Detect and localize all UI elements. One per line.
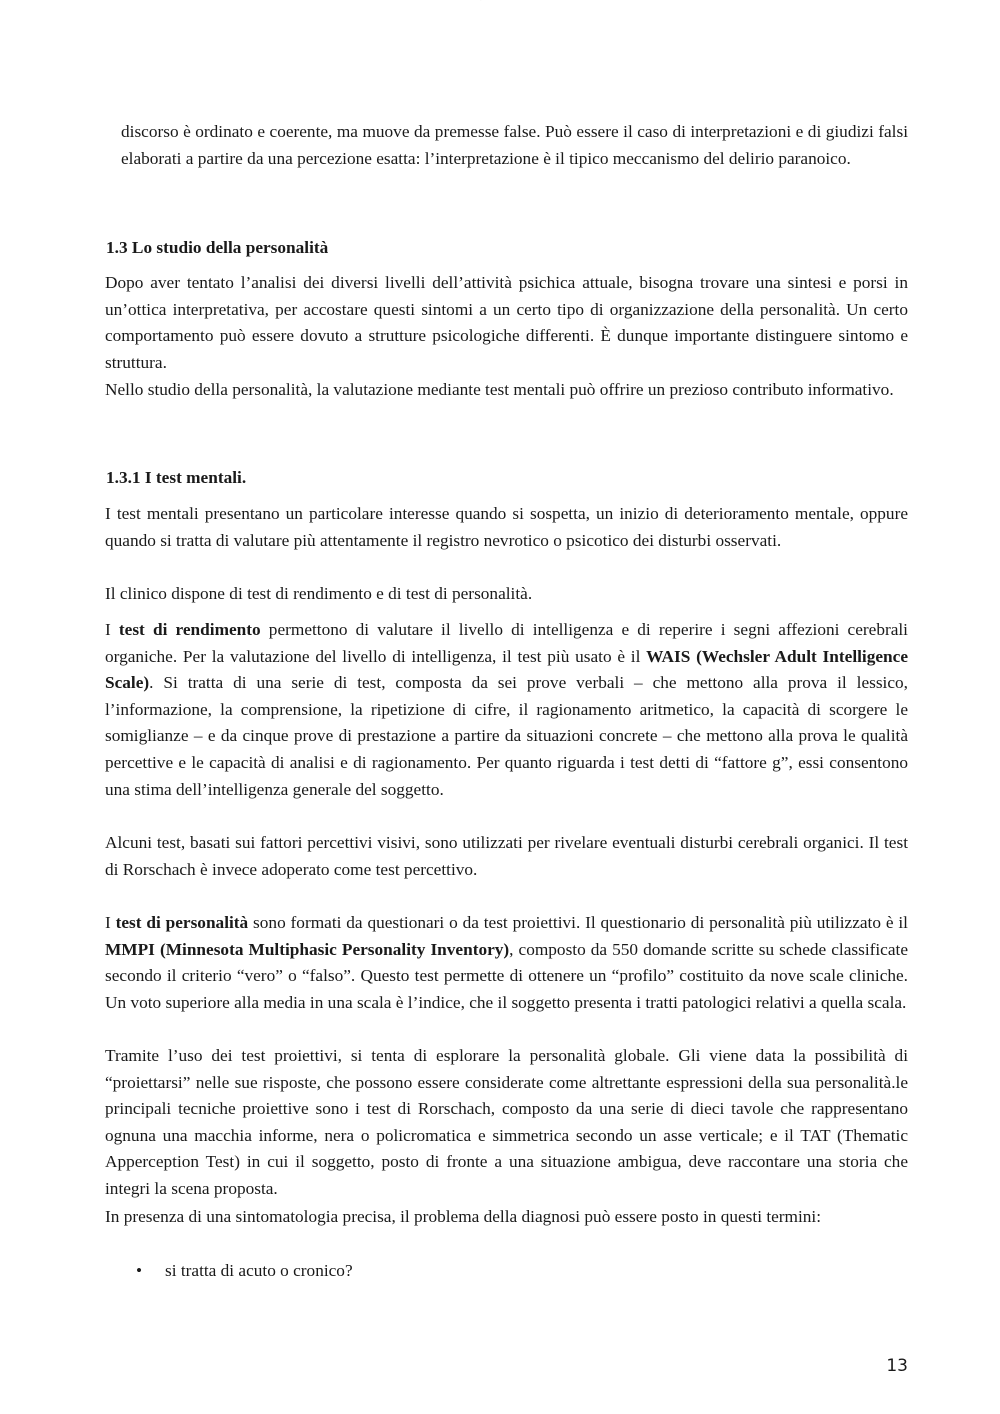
bullet-marker: • [136,1261,143,1280]
text-run: I [105,620,119,639]
paragraph-diagnosi: In presenza di una sintomatologia precisa, il problema della diagnosi può essere posto in questi termini: [105,1207,822,1226]
bold-term-test-personalita: test di personalità [115,913,249,932]
paragraph-clinico: Il clinico dispone di test di rendimento e di test di personalità. [105,584,533,603]
section-heading-1-3: 1.3 Lo studio della personalità [106,238,329,257]
intro-paragraph: discorso è ordinato e coerente, ma muove da premesse false. Può essere il caso di interpretazioni e di giudizi falsi elaborati a partire da una percezione esatta: l’interpretazione è il tipico meccanismo del delirio paranoico. [121,122,908,168]
page-number: 13 [886,1356,908,1376]
text-run: , composto da 550 domande scritte su schede classificate secondo il criterio “vero” o “falso”. Questo test permette di ottenere un “profilo” costituito da nove scale cliniche. Un voto superiore alla media in una scala è l’indice, che il soggetto presenta i tratti patologici relativi a quella scala. [105,939,908,1012]
bold-term-mmpi: MMPI (Minnesota Multiphasic Personality Inventory) [105,939,510,959]
paragraph-test-proiettivi: Tramite l’uso dei test proiettivi, si tenta di esplorare la personalità globale. Gli viene data la possibilità di “proiettarsi” nelle sue risposte, che possono essere considerate come altrettante espressioni della sua personalità.le principali tecniche proiettive sono i test di Rorschach, composto da una serie di dieci tavole che rappresentano ognuna una macchia informe, nera o policromatica e simmetrica secondo un asse verticale; e il TAT (Thematic Apperception Test) in cui il soggetto, posto di fronte a una situazione ambigua, deve raccontare una storia che integri la scena proposta. [105,1046,908,1198]
bold-term-test-rendimento: test di rendimento [118,620,261,639]
header-mark: · [480,0,482,2]
text-run: . Si tratta di una serie di test, composta da sei prove verbali – che mettono alla prova il lessico, l’informazione, la comprensione, la ripetizione di cifre, il ragionamento aritmetico, la capacità di scorgere le somiglianze – e da cinque prove di prestazione a partire da situazioni concrete – che mettono alla prova le qualità percettive e le capacità di analisi e di ragionamento. Per quanto riguarda i test detti di “fattore g”, essi consentono una stima dell’intelligenza generale del soggetto. [105,673,908,799]
paragraph-fattori-percettivi: Alcuni test, basati sui fattori percettivi visivi, sono utilizzati per rivelare eventuali disturbi cerebrali organici. Il test di Rorschach è invece adoperato come test percettivo. [105,833,908,879]
paragraph-sintesi: Dopo aver tentato l’analisi dei diversi livelli dell’attività psichica attuale, bisogna trovare una sintesi e porsi in un’ottica interpretativa, per accostare questi sintomi a un certo tipo di organizzazione della personalità. Un certo comportamento può essere dovuto a strutture psicologiche differenti. È dunque importante distinguere sintomo e struttura. [105,273,908,372]
paragraph-test-rendimento [105,617,908,803]
section-heading-1-3-1: 1.3.1 I test mentali. [106,468,247,487]
paragraph-test-mentali: I test mentali presentano un particolare interesse quando si sospetta, un inizio di deterioramento mentale, oppure quando si tratta di valutare più attentamente il registro nevrotico o psicotico dei disturbi osservati. [105,504,908,550]
paragraph-test-personalita [105,910,908,1016]
text-run: permettono di valutare il livello di intelligenza e di reperire i segni affezioni cerebrali organiche. Per la valutazione del livello di intelligenza, il test più usato è il [105,620,908,666]
text-run: I [105,913,116,932]
bold-term-wais: WAIS (Wechsler Adult Intelligence Scale) [105,646,908,693]
paragraph-valutazione: Nello studio della personalità, la valutazione mediante test mentali può offrire un prezioso contributo informativo. [105,380,894,399]
bullet-text: si tratta di acuto o cronico? [165,1261,353,1280]
text-run: sono formati da questionari o da test proiettivi. Il questionario di personalità più utilizzato è il [248,913,908,932]
